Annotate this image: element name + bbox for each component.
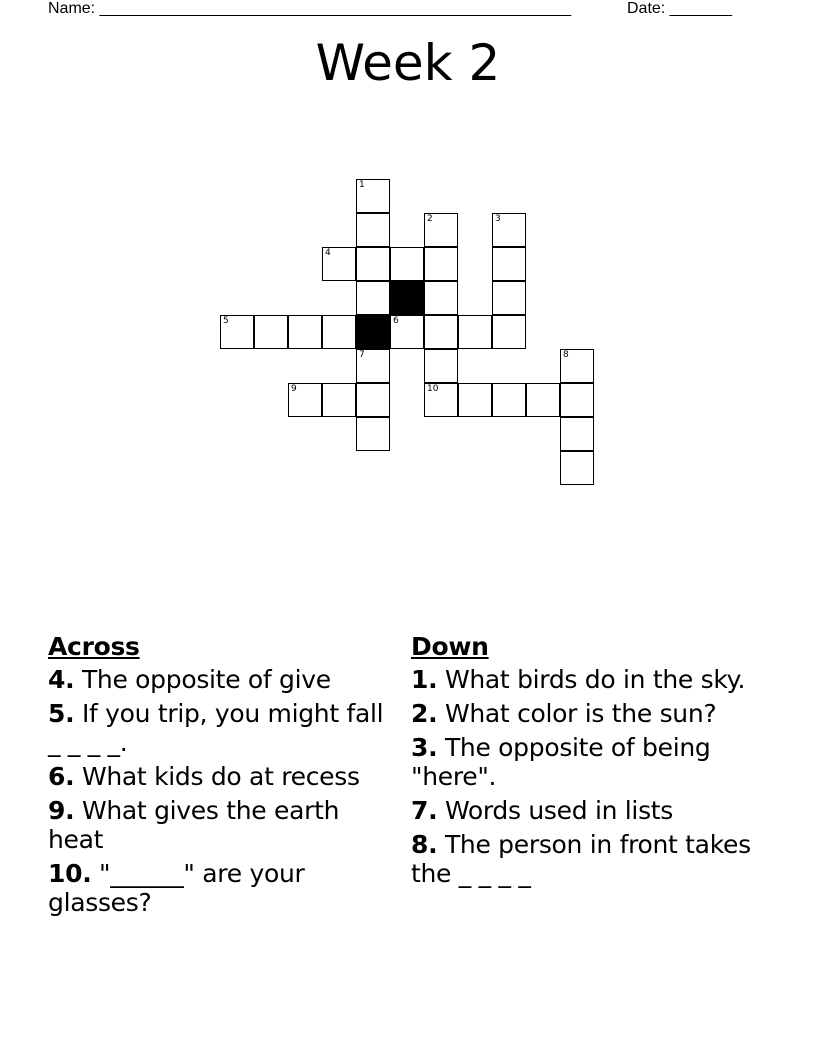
- clue-number: 6.: [48, 762, 75, 791]
- crossword-cell[interactable]: [220, 315, 254, 349]
- crossword-cell[interactable]: [322, 315, 356, 349]
- crossword-cell[interactable]: [560, 383, 594, 417]
- crossword-cell[interactable]: [390, 247, 424, 281]
- clue-across-10: [48, 859, 388, 917]
- down-clues: [411, 632, 751, 893]
- clue-number: 10.: [48, 859, 92, 888]
- crossword-cell[interactable]: [424, 247, 458, 281]
- clue-text: What kids do at recess: [74, 762, 360, 791]
- clue-number: 7.: [411, 796, 438, 825]
- clue-down-3: [411, 733, 751, 791]
- clue-down-2: [411, 699, 751, 728]
- crossword-cell[interactable]: [458, 383, 492, 417]
- clue-number: 1.: [411, 665, 438, 694]
- crossword-cell[interactable]: [560, 417, 594, 451]
- cell-number: 1: [359, 180, 365, 190]
- clue-text: What color is the sun?: [437, 699, 717, 728]
- cell-number: 6: [393, 316, 399, 326]
- clue-number: 8.: [411, 830, 438, 859]
- crossword-cell[interactable]: [356, 417, 390, 451]
- crossword-cell[interactable]: [390, 315, 424, 349]
- cell-number: 3: [495, 214, 501, 224]
- cell-number: 8: [563, 350, 569, 360]
- crossword-cell[interactable]: [560, 349, 594, 383]
- cell-number: 7: [359, 350, 365, 360]
- clue-text: The opposite of give: [74, 665, 331, 694]
- crossword-cell[interactable]: [560, 451, 594, 485]
- crossword-cell[interactable]: [322, 383, 356, 417]
- crossword-cell[interactable]: [492, 247, 526, 281]
- clue-down-7: [411, 796, 751, 825]
- crossword-cell[interactable]: [424, 315, 458, 349]
- crossword-cell[interactable]: [492, 281, 526, 315]
- clue-across-9: [48, 796, 388, 854]
- cell-number: 5: [223, 316, 229, 326]
- cell-number: 2: [427, 214, 433, 224]
- crossword-cell[interactable]: [356, 179, 390, 213]
- crossword-block: [356, 315, 390, 349]
- clue-across-6: [48, 762, 388, 791]
- crossword-cell[interactable]: [356, 213, 390, 247]
- crossword-cell[interactable]: [526, 383, 560, 417]
- clue-down-1: [411, 665, 751, 694]
- crossword-cell[interactable]: [492, 213, 526, 247]
- crossword-cell[interactable]: [492, 383, 526, 417]
- clue-down-8: [411, 830, 751, 888]
- crossword-cell[interactable]: [424, 213, 458, 247]
- crossword-cell[interactable]: [424, 281, 458, 315]
- clue-text: The person in front takes the _ _ _ _: [411, 830, 751, 888]
- clue-text: "______" are your glasses?: [48, 859, 305, 917]
- crossword-cell[interactable]: [356, 247, 390, 281]
- crossword-cell[interactable]: [288, 315, 322, 349]
- crossword-cell[interactable]: [424, 349, 458, 383]
- cell-number: 9: [291, 384, 297, 394]
- date-field-label: Date: _______: [627, 0, 732, 17]
- cell-number: 10: [427, 384, 439, 394]
- cell-number: 4: [325, 248, 331, 258]
- clue-number: 9.: [48, 796, 75, 825]
- crossword-cell[interactable]: [458, 315, 492, 349]
- clue-across-4: [48, 665, 388, 694]
- clue-text: If you trip, you might fall _ _ _ _.: [48, 699, 384, 757]
- clue-number: 4.: [48, 665, 75, 694]
- clue-number: 3.: [411, 733, 438, 762]
- across-heading: Across: [48, 632, 140, 661]
- down-heading: Down: [411, 632, 489, 661]
- crossword-cell[interactable]: [288, 383, 322, 417]
- crossword-cell[interactable]: [254, 315, 288, 349]
- across-clues: [48, 632, 388, 922]
- clue-text: What birds do in the sky.: [437, 665, 746, 694]
- crossword-cell[interactable]: [356, 349, 390, 383]
- clue-across-5: [48, 699, 388, 757]
- clue-text: What gives the earth heat: [48, 796, 340, 854]
- crossword-cell[interactable]: [424, 383, 458, 417]
- crossword-cell[interactable]: [356, 281, 390, 315]
- name-field-label: Name: _____________________________________________________: [48, 0, 572, 17]
- clue-text: Words used in lists: [437, 796, 674, 825]
- crossword-cell[interactable]: [356, 383, 390, 417]
- page-title: Week 2: [315, 34, 501, 92]
- crossword-block: [390, 281, 424, 315]
- crossword-cell[interactable]: [322, 247, 356, 281]
- clue-text: The opposite of being "here".: [411, 733, 711, 791]
- clue-number: 5.: [48, 699, 75, 728]
- clue-number: 2.: [411, 699, 438, 728]
- crossword-cell[interactable]: [492, 315, 526, 349]
